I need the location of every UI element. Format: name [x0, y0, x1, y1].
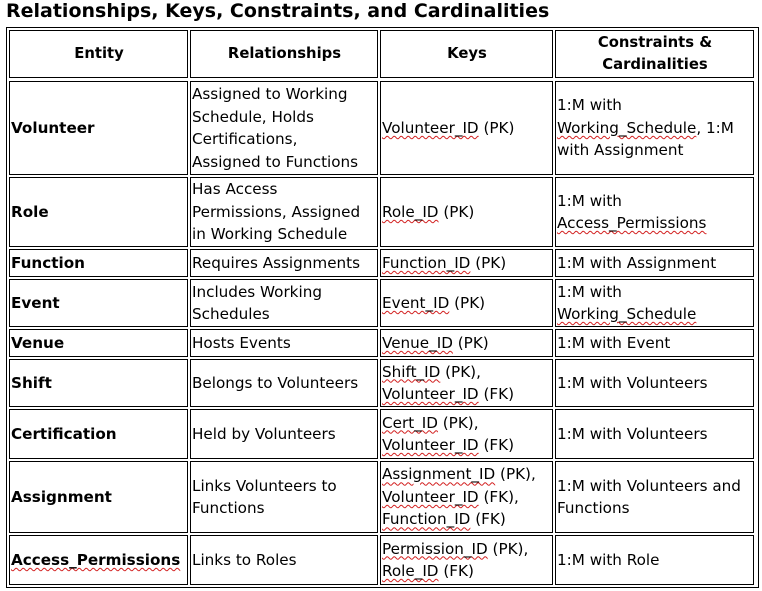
- constraint-line: 1:M with Assignment: [557, 253, 717, 272]
- key-line: [382, 412, 514, 435]
- key-id: Volunteer_ID: [382, 436, 479, 454]
- entity-cell: [9, 409, 188, 459]
- constraints-cell: [555, 359, 754, 407]
- header-relationships: [190, 30, 378, 78]
- key-type: (PK): [452, 333, 489, 352]
- key-type: (FK): [478, 385, 515, 403]
- constraints-cell: [555, 81, 754, 175]
- key-id: Shift_ID: [382, 362, 441, 381]
- key-id: Volunteer_ID: [382, 385, 479, 403]
- key-type: (FK): [470, 510, 506, 529]
- constraint-line: 1:M with: [557, 282, 622, 301]
- relationship-line: Has Access: [192, 180, 278, 199]
- relationship-line: Schedule, Holds: [192, 107, 314, 126]
- constraint-line: Functions: [557, 499, 630, 517]
- relationship-line: Requires Assignments: [192, 253, 361, 272]
- key-id: Volunteer_ID: [382, 118, 479, 137]
- entity-name: Event: [11, 293, 60, 312]
- key-type: (FK): [438, 562, 474, 580]
- key-id: Permission_ID: [382, 539, 488, 558]
- keys-cell: [380, 409, 553, 459]
- relationship-line: Functions: [192, 499, 265, 517]
- keys-cell: [380, 279, 553, 327]
- constraint-line: 1:M with: [557, 96, 622, 115]
- entity-name: Assignment: [11, 487, 112, 506]
- key-id: Assignment_ID: [382, 465, 496, 484]
- relationship-line: Permissions, Assigned: [192, 202, 361, 221]
- key-type: (FK),: [478, 487, 519, 506]
- entity-cell: [9, 359, 188, 407]
- constraint-line: 1:M with Role: [557, 550, 660, 569]
- key-id: Event_ID: [382, 293, 450, 312]
- key-line: [382, 486, 536, 509]
- constraint-line: Access_Permissions: [557, 214, 707, 232]
- relationships-cell: [190, 177, 378, 247]
- entity-name: Function: [11, 253, 85, 272]
- key-id: Role_ID: [382, 562, 439, 580]
- constraint-line: 1:M with Volunteers and: [557, 476, 741, 495]
- relationship-line: Assigned to Working: [192, 85, 348, 103]
- constraints-cell: [555, 329, 754, 357]
- header-entity: [9, 30, 188, 78]
- header-label: Relationships: [227, 45, 342, 62]
- keys-cell: [380, 177, 553, 247]
- keys-cell: [380, 461, 553, 533]
- entity-name: Certification: [11, 424, 117, 443]
- key-type: (PK): [438, 202, 475, 221]
- relationship-line: Assigned to Functions: [192, 152, 359, 171]
- key-line: [382, 117, 514, 140]
- header-constraints: [555, 30, 754, 78]
- keys-cell: [380, 329, 553, 357]
- entity-name: Volunteer: [11, 118, 95, 137]
- key-line: [382, 361, 514, 384]
- relationship-line: Hosts Events: [192, 333, 291, 352]
- entity-name: Venue: [11, 333, 65, 352]
- constraints-cell: [555, 249, 754, 277]
- key-line: [382, 508, 536, 531]
- key-line: [382, 252, 506, 275]
- constraint-line: Working_Schedule: [557, 305, 697, 323]
- constraints-cell: [555, 535, 754, 585]
- key-line: [382, 292, 485, 315]
- entity-cell: [9, 177, 188, 247]
- entity-name: Role: [11, 202, 49, 221]
- relationships-cell: [190, 461, 378, 533]
- key-id: Function_ID: [382, 510, 471, 529]
- constraint-line: 1:M with Volunteers: [557, 373, 708, 392]
- key-type: (PK),: [440, 362, 481, 381]
- constraints-cell: [555, 409, 754, 459]
- relationships-cell: [190, 359, 378, 407]
- page-title: Relationships, Keys, Constraints, and Cardinalities: [6, 0, 550, 22]
- key-id: Venue_ID: [382, 333, 453, 352]
- constraints-cell: [555, 177, 754, 247]
- relationships-table: [6, 27, 759, 588]
- key-type: (PK),: [487, 539, 529, 558]
- constraint-line: 1:M with Volunteers: [557, 424, 708, 443]
- constraints-cell: [555, 461, 754, 533]
- relationships-cell: [190, 279, 378, 327]
- relationship-line: in Working Schedule: [192, 225, 348, 244]
- keys-cell: [380, 81, 553, 175]
- key-type: (PK),: [495, 465, 536, 484]
- relationship-line: Links Volunteers to: [192, 476, 337, 495]
- header-keys: [380, 30, 553, 78]
- header-label: Entity: [74, 45, 124, 62]
- relationship-line: Links to Roles: [192, 550, 297, 569]
- key-line: [382, 560, 528, 583]
- header-label: Cardinalities: [602, 56, 708, 73]
- constraint-line: Working_Schedule, 1:M: [557, 118, 734, 137]
- entity-cell: [9, 81, 188, 175]
- relationships-cell: [190, 329, 378, 357]
- entity-name: Shift: [11, 373, 52, 392]
- keys-cell: [380, 359, 553, 407]
- relationships-cell: [190, 81, 378, 175]
- entity-cell: [9, 535, 188, 585]
- entity-name: Access_Permissions: [11, 550, 181, 569]
- relationship-line: Held by Volunteers: [192, 424, 336, 443]
- relationships-cell: [190, 535, 378, 585]
- key-id: Volunteer_ID: [382, 487, 479, 506]
- entity-cell: [9, 329, 188, 357]
- constraint-line: 1:M with: [557, 191, 622, 210]
- keys-cell: [380, 535, 553, 585]
- key-id: Cert_ID: [382, 413, 438, 432]
- key-line: [382, 463, 536, 486]
- key-line: [382, 332, 489, 355]
- header-label: Keys: [447, 45, 487, 62]
- key-type: (PK): [470, 253, 507, 272]
- constraint-line: 1:M with Event: [557, 333, 671, 352]
- key-type: (PK): [449, 293, 486, 312]
- relationship-line: Certifications,: [192, 130, 298, 148]
- keys-cell: [380, 249, 553, 277]
- key-line: [382, 383, 514, 406]
- constraints-cell: [555, 279, 754, 327]
- constraint-line: with Assignment: [557, 141, 684, 160]
- key-line: [382, 201, 474, 224]
- header-label: Constraints &: [597, 34, 713, 51]
- relationship-line: Belongs to Volunteers: [192, 373, 359, 392]
- key-line: [382, 538, 528, 561]
- key-id: Role_ID: [382, 202, 439, 221]
- key-type: (FK): [478, 436, 515, 454]
- key-type: (PK): [478, 118, 515, 137]
- relationship-line: Schedules: [192, 305, 270, 323]
- relationships-cell: [190, 249, 378, 277]
- entity-cell: [9, 461, 188, 533]
- entity-cell: [9, 249, 188, 277]
- key-id: Function_ID: [382, 253, 471, 272]
- relationships-cell: [190, 409, 378, 459]
- key-line: [382, 434, 514, 457]
- key-type: (PK),: [437, 413, 479, 432]
- relationship-line: Includes Working: [192, 282, 322, 301]
- entity-cell: [9, 279, 188, 327]
